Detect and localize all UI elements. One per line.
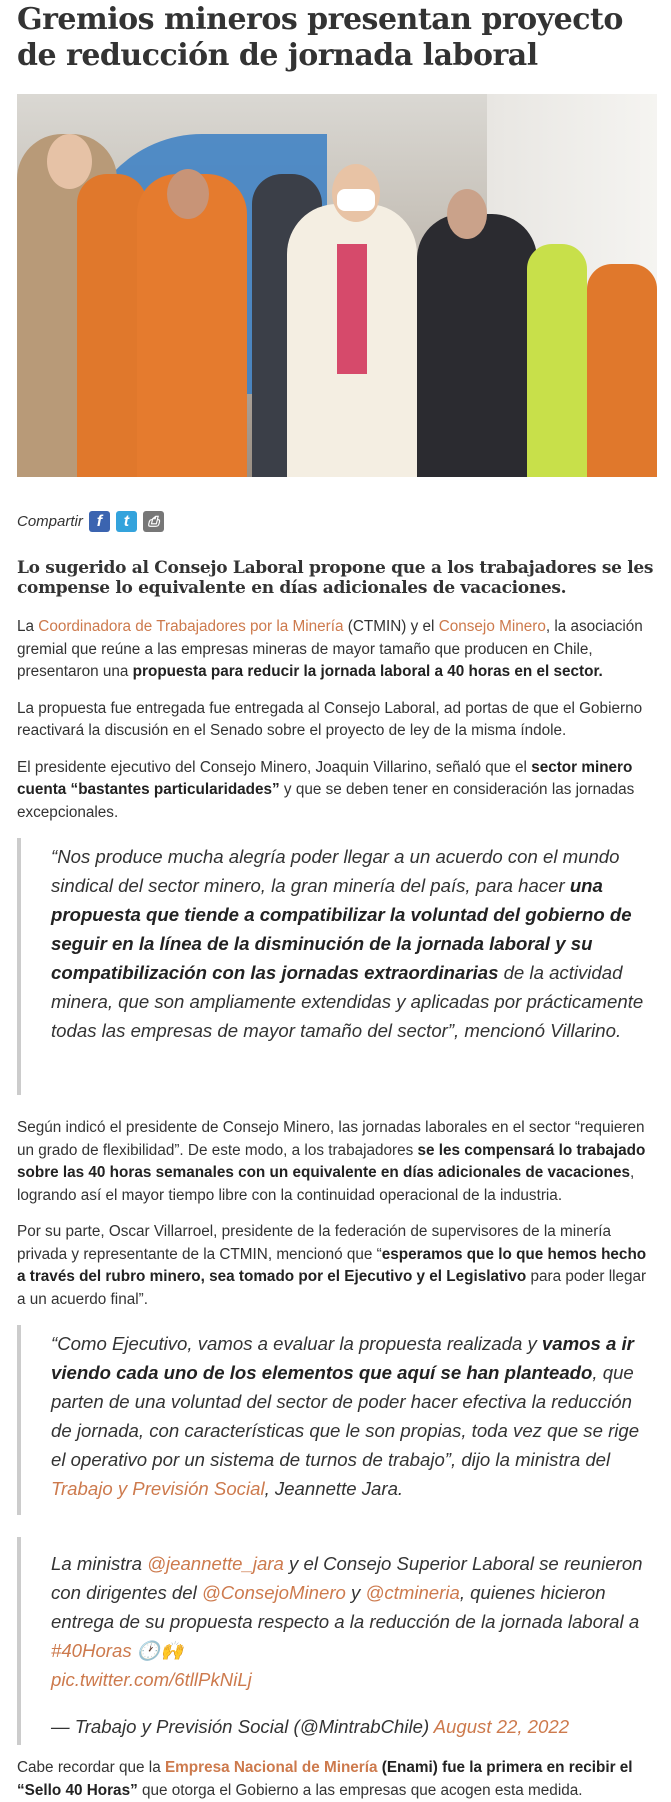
- bold-text: se les compensará lo trabajado sobre las 40 horas semanales con un equivalente en días adicionales de vacaciones: [17, 1141, 646, 1181]
- text: , Jeannette Jara.: [264, 1478, 404, 1499]
- text: que otorga el Gobierno a las empresas que acogen esta medida.: [137, 1781, 583, 1799]
- bold-text: sector minero cuenta “bastantes particularidades”: [17, 758, 633, 798]
- mention-jeannette-jara[interactable]: @jeannette_jara: [147, 1553, 284, 1574]
- text: La: [17, 618, 39, 635]
- facebook-icon[interactable]: f: [89, 511, 110, 532]
- text: para poder llegar a un acuerdo final”.: [17, 1268, 647, 1308]
- article-photo: [17, 94, 657, 477]
- clock-raised-hands-emoji-icon: 🕐🙌: [131, 1640, 184, 1661]
- mention-consejo-minero[interactable]: @ConsejoMinero: [201, 1582, 346, 1603]
- text: La ministra: [51, 1553, 148, 1574]
- bold-text: esperamos que lo que hemos hecho a través del rubro minero, sea tomado por el Ejecutivo y el Legislativo: [17, 1245, 647, 1285]
- paragraph-6: [17, 1757, 654, 1802]
- hashtag-40horas[interactable]: #40Horas: [51, 1640, 132, 1661]
- ctmin-link[interactable]: Coordinadora de Trabajadores por la Minería: [38, 618, 344, 635]
- ministerio-link[interactable]: Trabajo y Previsión Social: [51, 1478, 265, 1499]
- text: , que parten de una voluntad del sector de poder hacer efectiva la reducción de jornada, con características que le son propias, toda vez que se rige el operativo por un sistema de turnos de trabajo”, dijo la ministra del: [51, 1362, 640, 1470]
- paragraph-4: [17, 1117, 654, 1207]
- share-bar: [17, 511, 654, 532]
- enami-link[interactable]: Empresa Nacional de Minería: [164, 1759, 378, 1776]
- quote-villarino: [17, 838, 654, 1095]
- bold-text: una propuesta que tiende a compatibilizar la voluntad del gobierno de seguir en la línea de la disminución de la jornada laboral y su compatibilización con las jornadas extraordinarias: [51, 875, 632, 983]
- bold-text: propuesta para reducir la jornada laboral a 40 horas en el sector.: [132, 663, 603, 680]
- mention-ctmineria[interactable]: @ctmineria: [365, 1582, 460, 1603]
- article-title: Gremios mineros presentan proyecto de reducción de jornada laboral: [17, 2, 623, 73]
- text: de la actividad minera, que son ampliamente extendidas y aplicadas por prácticamente todas las empresas de mayor tamaño del sector”, mencionó Villarino.: [51, 962, 644, 1041]
- text: y el Consejo Superior Laboral se reunieron con dirigentes del: [51, 1553, 643, 1603]
- tweet-pic-link[interactable]: pic.twitter.com/6tllPkNiLj: [51, 1669, 252, 1690]
- quote-jara: [17, 1325, 654, 1515]
- text: , la asociación gremial que reúne a las empresas mineras de mayor tamaño que producen en Chile, presentaron una: [17, 618, 643, 680]
- paragraph-5: [17, 1221, 654, 1311]
- text: Por su parte, Oscar Villarroel, presidente de la federación de supervisores de la minería privada y representante de la CTMIN, mencionó que “: [17, 1223, 612, 1263]
- text: (CTMIN) y el: [343, 618, 439, 635]
- paragraph-2: La propuesta fue entregada fue entregada al Consejo Laboral, ad portas de que el Gobierno reactivará la discusión en el Senado sobre el proyecto de ley de la misma índole.: [17, 699, 643, 739]
- text: , quienes hicieron entrega de su propuesta respecto a la reducción de la jornada laboral a: [51, 1582, 640, 1632]
- tweet-attribution: — Trabajo y Previsión Social (@MintrabChile): [51, 1716, 434, 1737]
- text: Cabe recordar que la: [17, 1759, 165, 1776]
- twitter-icon[interactable]: t: [116, 511, 137, 532]
- share-label: Compartir: [17, 513, 83, 530]
- text: y que se deben tener en consideración las jornadas excepcionales.: [17, 781, 635, 821]
- text: y: [345, 1582, 366, 1603]
- consejo-minero-link[interactable]: Consejo Minero: [438, 618, 546, 635]
- bold-text: (Enami) fue la primera en recibir el “Sello 40 Horas”: [17, 1759, 633, 1799]
- embedded-tweet: [17, 1537, 654, 1745]
- article-subtitle: Lo sugerido al Consejo Laboral propone que a los trabajadores se les compense lo equivalente en días adicionales de vacaciones.: [17, 558, 654, 598]
- text: Según indicó el presidente de Consejo Minero, las jornadas laborales en el sector “requieren un grado de flexibilidad”. De este modo, a los trabajadores: [17, 1119, 645, 1159]
- bold-text: vamos a ir viendo cada uno de los elementos que aquí se han planteado: [51, 1333, 634, 1383]
- text: El presidente ejecutivo del Consejo Minero, Joaquin Villarino, señaló que el: [17, 758, 532, 776]
- paragraph-1: [17, 616, 654, 684]
- text: “Como Ejecutivo, vamos a evaluar la propuesta realizada y: [51, 1333, 542, 1354]
- print-icon[interactable]: ⎙: [143, 511, 164, 532]
- text: , logrando así el mayor tiempo libre con la continuidad operacional de la industria.: [17, 1164, 635, 1204]
- text: “Nos produce mucha alegría poder llegar a un acuerdo con el mundo sindical del sector minero, la gran minería del país, para hacer: [51, 846, 620, 896]
- paragraph-3: [17, 757, 654, 825]
- tweet-date-link[interactable]: August 22, 2022: [433, 1716, 570, 1737]
